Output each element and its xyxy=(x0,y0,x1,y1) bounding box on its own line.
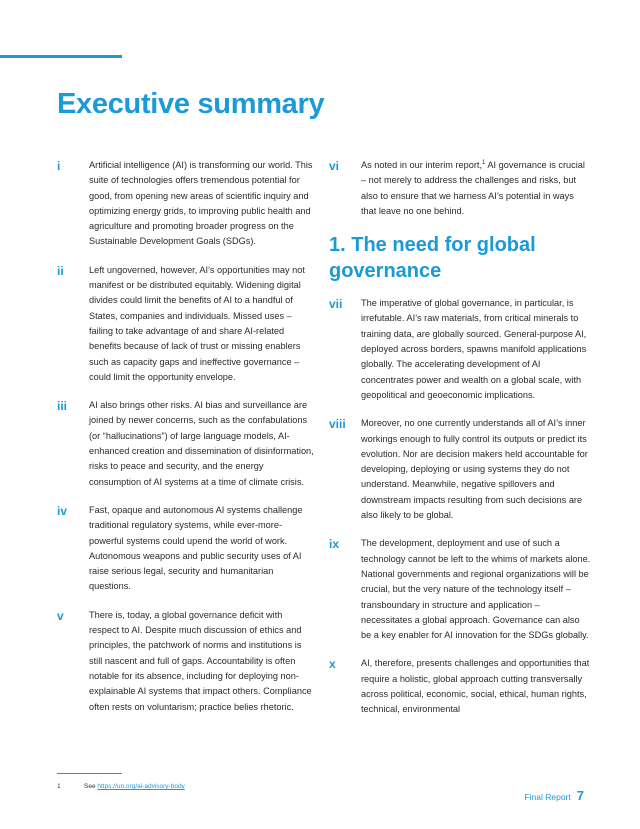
footnote-rule xyxy=(57,773,122,774)
top-accent-rule xyxy=(0,55,122,58)
paragraph-x xyxy=(329,656,591,717)
paragraph-iii xyxy=(57,398,314,490)
paragraph-text-before: As noted in our interim report, xyxy=(361,160,483,170)
paragraph-i xyxy=(57,158,314,250)
page-number: 7 xyxy=(576,788,584,803)
section-heading: 1. The need for global governance xyxy=(329,234,536,283)
left-column xyxy=(57,158,314,728)
paragraph-number: x xyxy=(329,657,336,672)
paragraph-text: The imperative of global governance, in particular, is irrefutable. AI’s raw materials, from critical minerals to training data, are globally sourced. General-purpose AI, deployed across borders, spawns manifold applications globally. The accelerating development of AI concentrates power and wealth on a global scale, with geopolitical and geoeconomic implications. xyxy=(361,298,587,400)
paragraph-vi xyxy=(329,158,591,219)
paragraph-number: vi xyxy=(329,159,340,173)
paragraph-text: Fast, opaque and autonomous AI systems challenge traditional regulatory systems, while ever-more-powerful systems could upend the world of work. Autonomous weapons and public security uses of AI raise serious legal, security and humanitarian questions. xyxy=(89,504,303,592)
paragraph-number: iii xyxy=(57,399,68,414)
footnote-link[interactable]: https://un.org/ai-advisory-body xyxy=(97,783,185,790)
paragraph-text: AI, therefore, presents challenges and opportunities that require a holistic, global approach cutting transversally across political, economic, social, ethical, human rights, technical, environmental xyxy=(361,658,590,715)
page-title: Executive summary xyxy=(57,88,325,120)
paragraph-number: vii xyxy=(329,297,343,312)
paragraph-vii xyxy=(329,296,591,403)
paragraph-text: Left ungoverned, however, AI’s opportunities may not manifest or be distributed equitably. Widening digital divides could limit the benefits of AI to a handful of States, companies and individuals. Missed uses – failing to take advantage of and share AI-related benefits because of lack of trust or missing enablers such as capacity gaps and ineffective governance – could limit the opportunity envelope. xyxy=(89,264,305,382)
paragraph-number: i xyxy=(57,159,61,173)
footnote xyxy=(57,783,185,790)
paragraph-v xyxy=(57,608,314,715)
paragraph-text xyxy=(361,158,591,219)
paragraph-text: AI also brings other risks. AI bias and surveillance are joined by newer concerns, such as the confabulations (or “hallucinations”) of large language models, AI-enhanced creation and dissemination of disinformation, risks to peace and security, and the energy consumption of AI systems at a time of climate crisis. xyxy=(89,400,314,487)
paragraph-iv xyxy=(57,503,314,595)
paragraph-ii xyxy=(57,263,314,385)
footer-report-label: Final Report xyxy=(524,792,571,802)
paragraph-text: Moreover, no one currently understands all of AI’s inner workings enough to fully control its outputs or predict its evolution. Nor are decision makers held accountable for developing, deploying or using systems they do not understand. Meanwhile, negative spillovers and downstream impacts resulting from such decisions are also likely to be global. xyxy=(361,418,588,521)
paragraph-number: v xyxy=(57,608,64,623)
footnote-ref: 1 xyxy=(482,159,486,166)
paragraph-number: iv xyxy=(57,503,68,518)
paragraph-text: There is, today, a global governance deficit with respect to AI. Despite much discussion of ethics and principles, the patchwork of norms and institutions is still nascent and full of gaps. Accountability is often notable for its absence, including for deploying non-explainable AI systems that impact others. Compliance often rests on voluntarism; practice belies rhetoric. xyxy=(89,609,312,712)
footnote-prefix: See xyxy=(84,783,98,790)
footnote-number: 1 xyxy=(57,783,61,790)
paragraph-text: The development, deployment and use of such a technology cannot be left to the whims of markets alone. National governments and regional organizations will be crucial, but the very nature of the technology itself – transboundary in structure and application – necessitates a global approach. Governance can also be a key enabler for AI innovation for the SDGs globally. xyxy=(361,538,591,641)
page-footer xyxy=(524,787,584,805)
paragraph-text: Artificial intelligence (AI) is transforming our world. This suite of technologies offers tremendous potential for good, from opening new areas of scientific inquiry and optimizing energy grids, to improving public health and agriculture and promoting broader progress on the Sustainable Development Goals (SDGs). xyxy=(89,160,313,247)
paragraph-text-after: AI governance is crucial – not merely to address the challenges and risks, but also to ensure that we harness AI’s potential in ways that leave no one behind. xyxy=(361,160,585,216)
paragraph-number: ii xyxy=(57,263,64,278)
paragraph-number: ix xyxy=(329,537,340,552)
paragraph-ix xyxy=(329,536,591,643)
paragraph-viii xyxy=(329,416,591,523)
paragraph-number: viii xyxy=(329,417,346,432)
right-column xyxy=(329,158,591,731)
